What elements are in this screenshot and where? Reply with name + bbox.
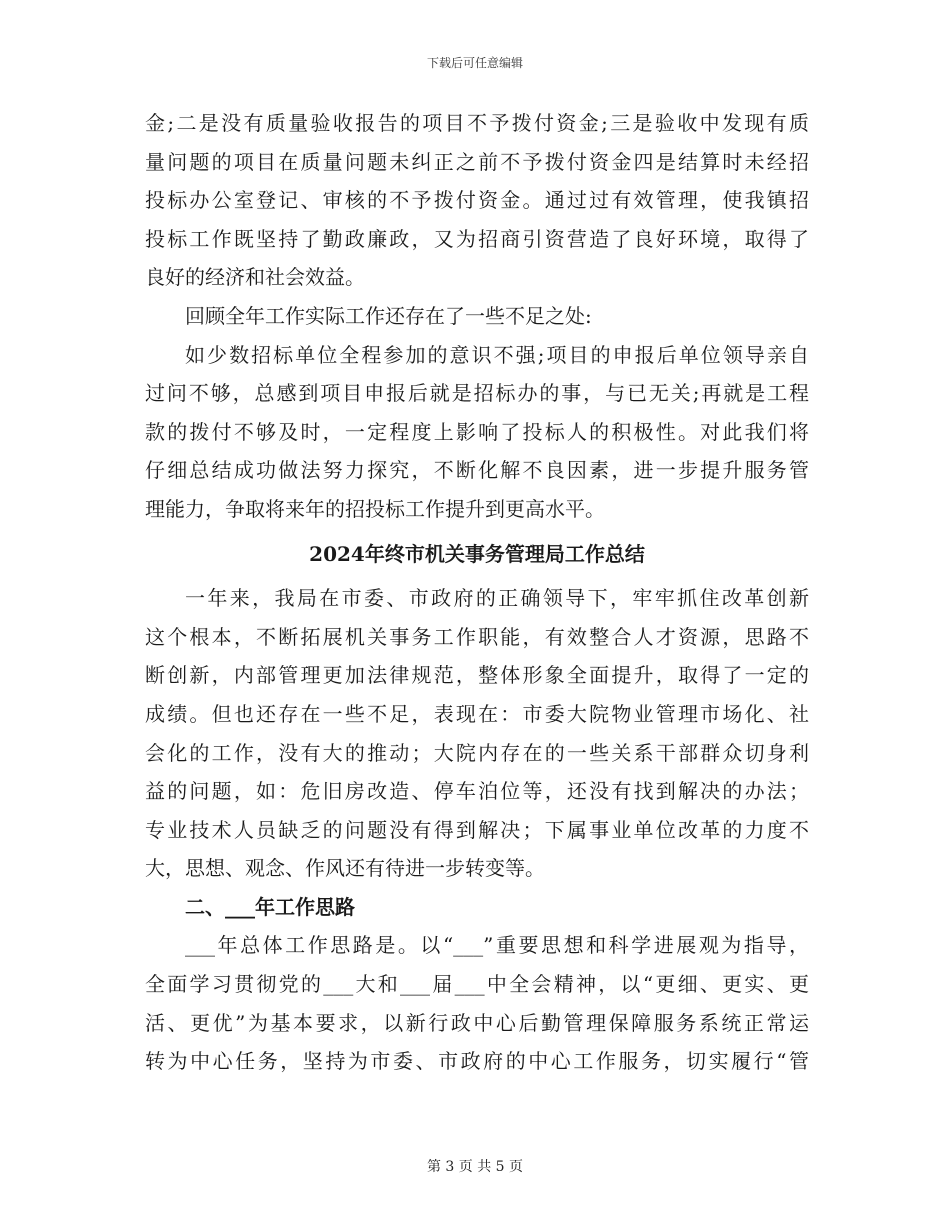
document-body — [145, 104, 809, 1081]
paragraph-4 — [145, 579, 809, 888]
text-line: 成绩。但也还存在一些不足，表现在：市委大院物业管理市场化、社 — [145, 701, 809, 726]
text-line: 全面学习贯彻党的___大和___届___中全会精神，以“更细、更实、更 — [145, 972, 809, 997]
text-line: 这个根本，不断拓展机关事务工作职能，有效整合人才资源，思路不 — [145, 624, 809, 649]
subsection-heading: 二、___年工作思路 — [185, 894, 355, 919]
text-line: 过问不够，总感到项目申报后就是招标办的事，与已无关;再就是工程 — [145, 381, 809, 406]
text-line: 金;二是没有质量验收报告的项目不予拨付资金;三是验收中发现有质 — [145, 111, 809, 135]
text-line: 良好的经济和社会效益。 — [145, 265, 365, 290]
paragraph-3 — [145, 336, 809, 529]
text-line: 大，思想、观念、作风还有待进一步转变等。 — [145, 856, 545, 881]
paragraph-1 — [145, 104, 809, 297]
text-line: 断创新，内部管理更加法律规范，整体形象全面提升，取得了一定的 — [145, 663, 809, 688]
text-line: 会化的工作，没有大的推动；大院内存在的一些关系干部群众切身利 — [145, 740, 809, 765]
text-line: 款的拨付不够及时，一定程度上影响了投标人的积极性。对此我们将 — [145, 419, 809, 444]
text-line: 仔细总结成功做法努力探究，不断化解不良因素，进一步提升服务管 — [145, 458, 809, 483]
text-line: 回顾全年工作实际工作还存在了一些不足之处: — [185, 303, 592, 328]
page-number: 第 3 页 共 5 页 — [426, 1159, 524, 1175]
text-line: 一年来，我局在市委、市政府的正确领导下，牢牢抓住改革创新 — [185, 586, 809, 611]
text-line: 益的问题，如：危旧房改造、停车泊位等，还没有找到解决的办法； — [145, 779, 809, 804]
paragraph-5 — [145, 926, 809, 1080]
page-header: 下载后可任意编辑 — [426, 56, 523, 70]
text-line: 投标办公室登记、审核的不予拨付资金。通过过有效管理，使我镇招 — [145, 188, 809, 213]
text-line: 理能力，争取将来年的招投标工作提升到更高水平。 — [145, 496, 605, 521]
text-line: 如少数招标单位全程参加的意识不强;项目的申报后单位领导亲自 — [185, 342, 809, 367]
text-line: 转为中心任务，坚持为市委、市政府的中心工作服务，切实履行“管 — [145, 1049, 809, 1074]
section-title: 2024年终市机关事务管理局工作总结 — [309, 541, 645, 566]
text-line: ___年总体工作思路是。以“___”重要思想和科学进展观为指导， — [185, 933, 809, 958]
text-line: 量问题的项目在质量问题未纠正之前不予拨付资金四是结算时未经招 — [145, 149, 809, 174]
text-line: 活、更优”为基本要求，以新行政中心后勤管理保障服务系统正常运 — [145, 1010, 809, 1035]
text-line: 投标工作既坚持了勤政廉政，又为招商引资营造了良好环境，取得了 — [145, 226, 809, 251]
paragraph-2 — [145, 297, 809, 336]
text-line: 专业技术人员缺乏的问题没有得到解决；下属事业单位改革的力度不 — [145, 817, 809, 842]
